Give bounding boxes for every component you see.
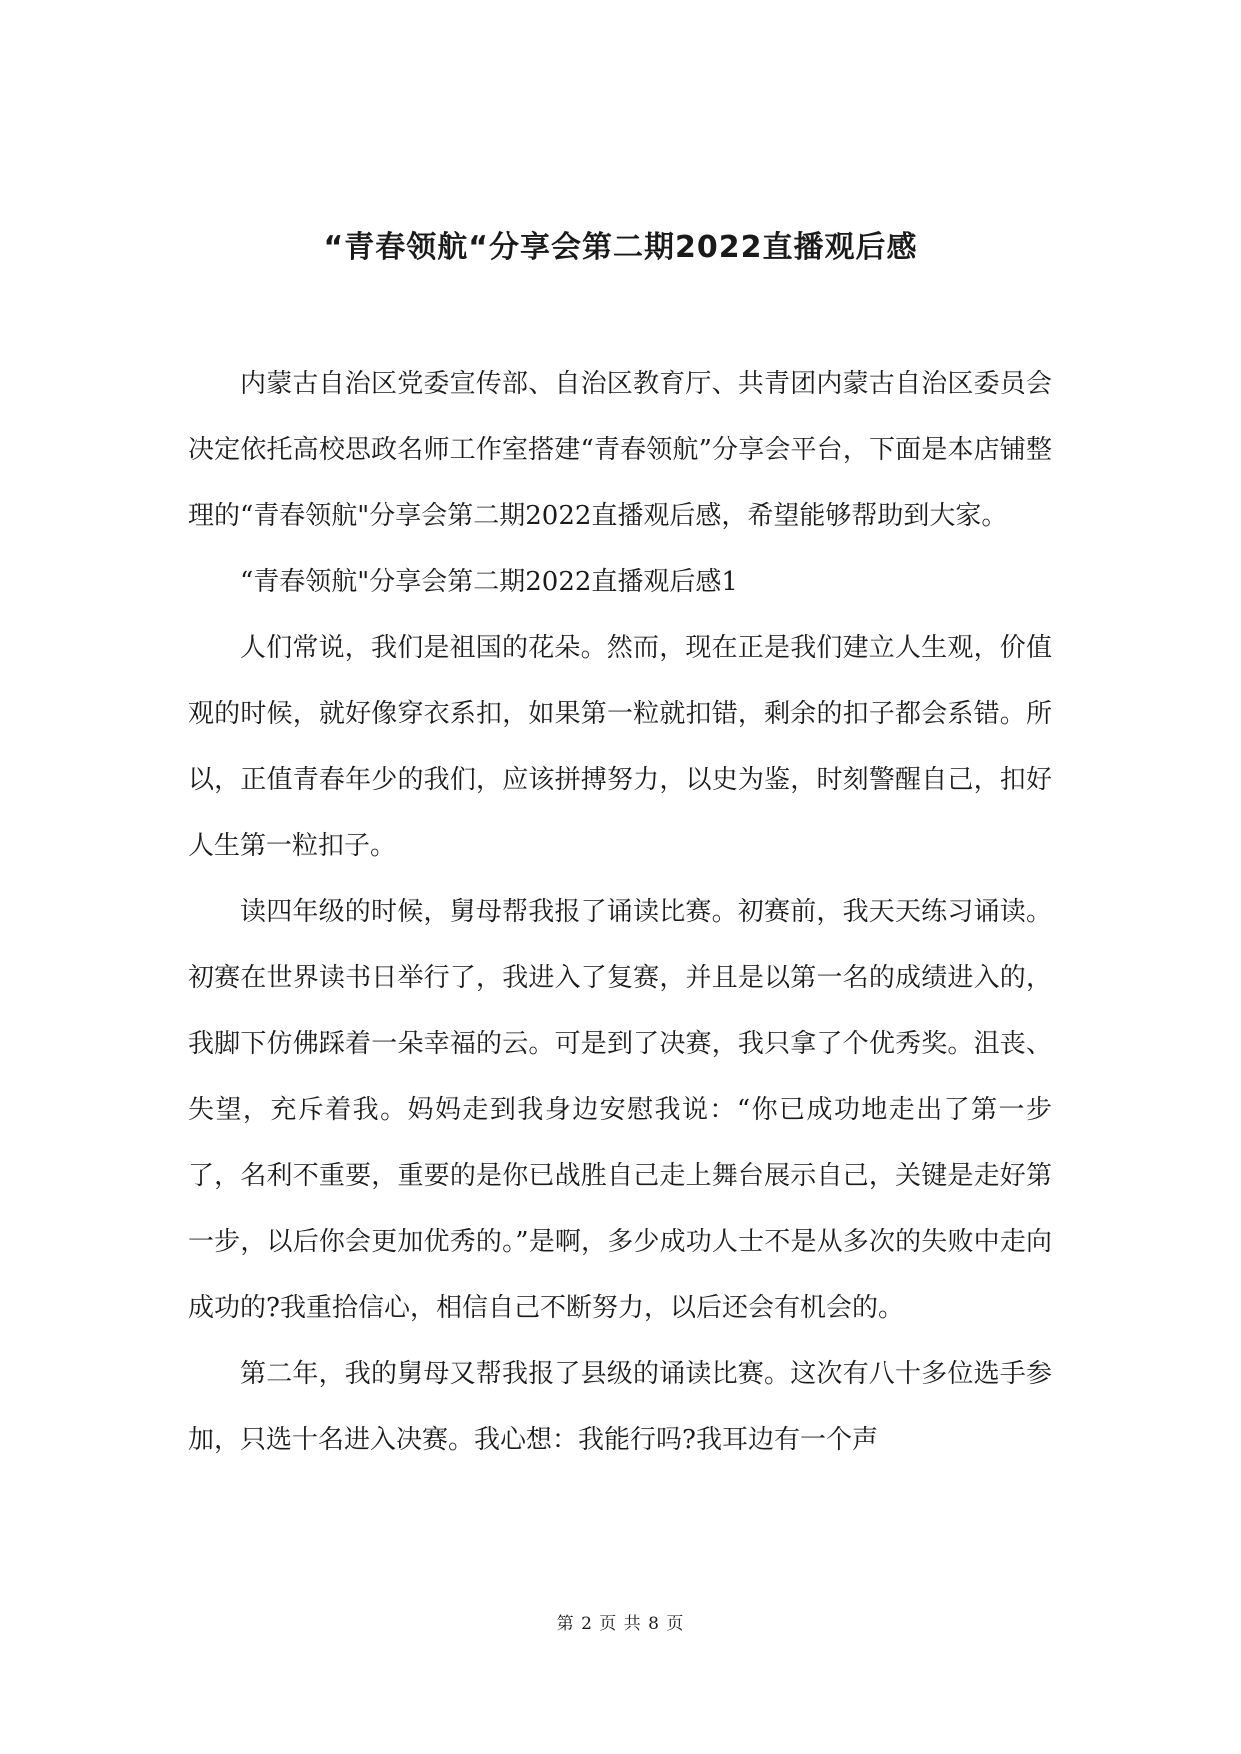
document-body xyxy=(188,351,1052,1473)
paragraph-subheading: “青春领航"分享会第二期2022直播观后感1 xyxy=(240,567,738,597)
paragraph-2: 读四年级的时候，舅母帮我报了诵读比赛。初赛前，我天天练习诵读。初赛在世界读书日举行了，我进入了复赛，并且是以第一名的成绩进入的，我脚下仿佛踩着一朵幸福的云。可是到了决赛，我只拿了个优秀奖。沮丧、失望，充斥着我。妈妈走到我身边安慰我说：“你已成功地走出了第一步了，名利不重要，重要的是你已战胜自己走上舞台展示自己，关键是走好第一步，以后你会更加优秀的。”是啊，多少成功人士不是从多次的失败中走向成功的?我重拾信心，相信自己不断努力，以后还会有机会的。 xyxy=(188,897,1052,1323)
paragraph-intro: 内蒙古自治区党委宣传部、自治区教育厅、共青团内蒙古自治区委员会决定依托高校思政名师工作室搭建“青春领航”分享会平台，下面是本店铺整理的“青春领航"分享会第二期2022直播观后感，希望能够帮助到大家。 xyxy=(188,369,1052,531)
document-title: “青春领航“分享会第二期2022直播观后感 xyxy=(323,230,918,265)
paragraph-1: 人们常说，我们是祖国的花朵。然而，现在正是我们建立人生观，价值观的时候，就好像穿衣系扣，如果第一粒就扣错，剩余的扣子都会系错。所以，正值青春年少的我们，应该拼搏努力，以史为鉴，时刻警醒自己，扣好人生第一粒扣子。 xyxy=(188,633,1052,861)
page-number-footer: 第 2 页 共 8 页 xyxy=(556,1614,685,1634)
paragraph-3: 第二年，我的舅母又帮我报了县级的诵读比赛。这次有八十多位选手参加，只选十名进入决赛。我心想：我能行吗?我耳边有一个声 xyxy=(188,1359,1052,1455)
